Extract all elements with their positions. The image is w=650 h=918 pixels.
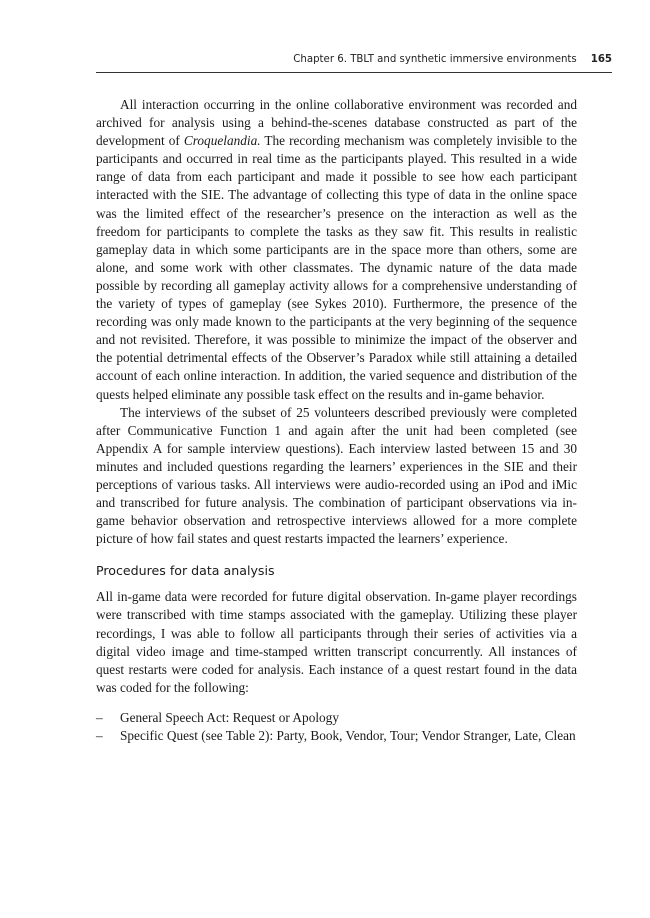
list-item-text: General Speech Act: Request or Apology <box>120 709 339 725</box>
coding-list <box>96 709 577 745</box>
page-number: 165 <box>590 54 612 65</box>
running-head-chapter-title: Chapter 6. TBLT and synthetic immersive environments <box>293 54 577 65</box>
body-text <box>96 96 577 745</box>
paragraph-1-text-end: The recording mechanism was completely invisible to the participants and occurred in real time as the participants played. This resulted in a wide range of data from each participant and made it possible to see how each participant interacted with the SIE. The advantage of collecting this type of data in the online space was the limited effect of the researcher’s presence on the interaction as well as the freedom for participants to complete the tasks as they saw fit. This results in realistic gameplay data in which some participants are in the space more than others, some are alone, and some work with other classmates. The dynamic nature of the data made possible by recording all gameplay activity allows for a comprehensive understanding of the variety of types of gameplay (see Sykes 2010). Furthermore, the presence of the recording was only made known to the participants at the very beginning of the sequence and not revisited. Therefore, it was possible to minimize the impact of the observer and the potential detrimental effects of the Observer’s Paradox while still attaining a detailed account of each online interaction. In addition, the varied sequence and distribution of the quests helped eliminate any possible task effect on the results and in-game behavior. <box>96 133 578 402</box>
section-heading: Procedures for data analysis <box>96 563 275 579</box>
running-head <box>96 54 612 73</box>
list-item-text: Specific Quest (see Table 2): Party, Book, Vendor, Tour; Vendor Stranger, Late, Clean <box>120 728 576 743</box>
body-paragraph-1 <box>96 96 577 404</box>
list-item <box>96 727 577 745</box>
body-paragraph-2: The interviews of the subset of 25 volunteers described previously were completed after Communicative Function 1 and again after the unit had been completed (see Appendix A for sample interview questions). Each interview lasted between 15 and 30 minutes and included questions regarding the learners’ experiences in the SIE and their perceptions of various tasks. All interviews were audio-recorded using an iPod and iMic and transcribed for future analysis. The combination of participant observations via in-game behavior observation and retrospective interviews allowed for a more complete picture of how fail states and quest restarts impacted the learners’ experience. <box>96 404 577 547</box>
list-dash-marker: – <box>96 709 103 725</box>
section-paragraph: All in-game data were recorded for future digital observation. In-game player recordings were transcribed with time stamps associated with the gameplay. Utilizing these player recordings, I was able to follow all participants through their series of activities via a digital video image and time-stamped written transcript concurrently. All instances of quest restarts were coded for analysis. Each instance of a quest restart found in the data was coded for the following: <box>96 589 577 695</box>
game-title-italic: Croquelandia. <box>183 133 261 149</box>
paragraph-1-text-start: All interaction occurring in the online collaborative environment was recorded and archived for analysis using a behind-the-scenes database constructed as part of the development of <box>96 97 577 149</box>
list-dash-marker: – <box>96 728 103 743</box>
list-item <box>96 709 577 727</box>
